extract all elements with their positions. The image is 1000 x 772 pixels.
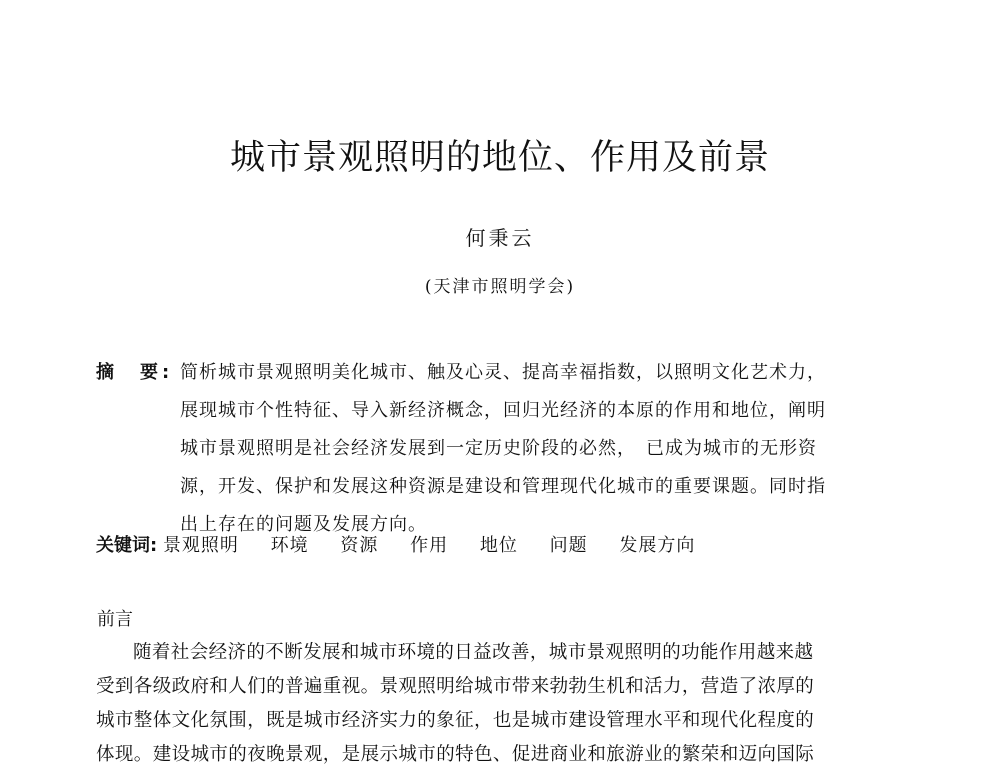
section-heading: 前言 [97,609,133,630]
keyword: 环境 [270,535,309,556]
abstract-label: 摘 要: [96,362,174,383]
keyword: 地位 [479,535,518,556]
abstract-line: 源，开发、保护和发展这种资源是建设和管理现代化城市的重要课题。同时指 [180,476,826,497]
abstract-body [180,354,886,544]
keywords-label: 关键词: [96,535,158,556]
keyword: 作用 [410,535,449,556]
keywords-block [96,534,886,558]
paragraph-line: 受到各级政府和人们的普遍重视。景观照明给城市带来勃勃生机和活力，营造了浓厚的 [96,676,815,697]
paragraph-line: 城市整体文化氛围，既是城市经济实力的象征，也是城市建设管理水平和现代化程度的 [96,710,815,731]
paragraph-line: 体现。建设城市的夜晚景观，是展示城市的特色、促进商业和旅游业的繁荣和迈向国际 [96,744,815,765]
body-paragraph [96,636,886,772]
paper-title: 城市景观照明的地位、作用及前景 [229,138,770,178]
keyword: 发展方向 [619,535,696,556]
keyword: 资源 [340,535,379,556]
author-affiliation: (天津市照明学会) [424,277,576,297]
abstract-line: 展现城市个性特征、导入新经济概念，回归光经济的本原的作用和地位，阐明 [180,400,826,421]
author-name: 何秉云 [465,226,535,250]
abstract-line: 城市景观照明是社会经济发展到一定历史阶段的必然， 已成为城市的无形资 [180,438,817,459]
paragraph-line: 随着社会经济的不断发展和城市环境的日益改善，城市景观照明的功能作用越来越 [133,642,814,663]
keyword: 问题 [549,535,588,556]
abstract-block [96,354,886,544]
abstract-line: 简析城市景观照明美化城市、触及心灵、提高幸福指数，以照明文化艺术力， [180,362,826,383]
abstract-line: 出上存在的问题及发展方向。 [180,514,427,535]
keyword: 景观照明 [162,535,239,556]
